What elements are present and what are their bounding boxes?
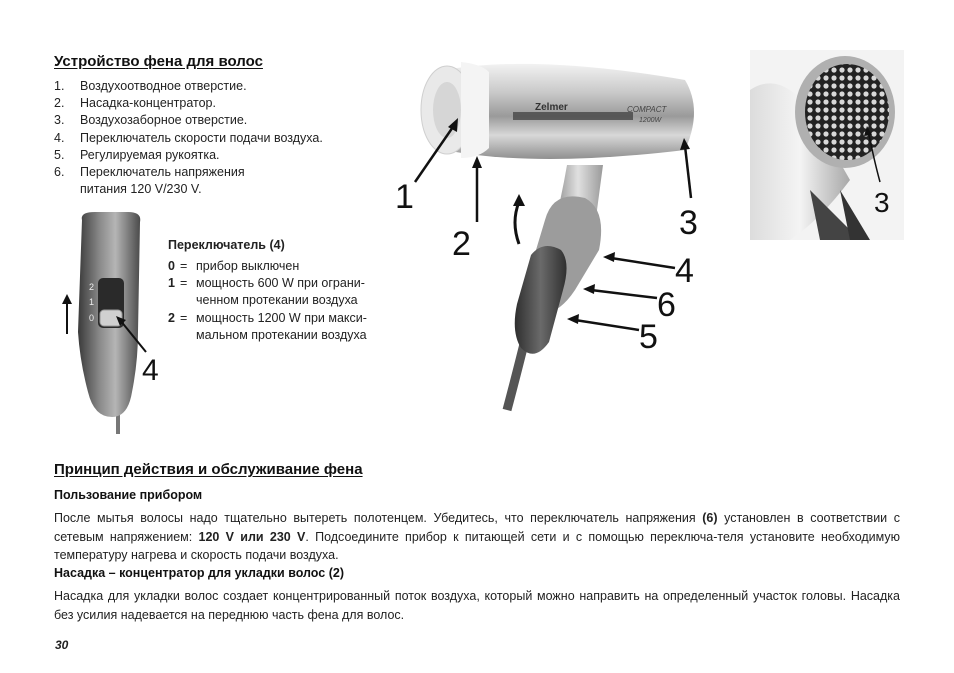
callout-number: 2 bbox=[452, 225, 471, 263]
list-item: 1. Воздухоотводное отверстие. bbox=[54, 79, 247, 93]
callout-number: 4 bbox=[675, 252, 694, 290]
svg-text:Zelmer: Zelmer bbox=[535, 102, 568, 113]
list-item: питания 120 V/230 V. bbox=[80, 182, 202, 197]
switch-mark: 0 bbox=[89, 313, 95, 323]
list-item: мальном протекании воздуха bbox=[196, 327, 367, 342]
callout-number: 4 bbox=[142, 354, 159, 387]
list-item: 0 = прибор выключен bbox=[168, 259, 300, 273]
list-item: ченном протекании воздуха bbox=[196, 293, 358, 308]
switch-mark: 2 bbox=[89, 282, 95, 292]
list-item: 5. Регулируемая рукоятка. bbox=[54, 147, 220, 162]
switch-mark: 1 bbox=[89, 297, 95, 307]
usage-paragraph: После мытья волосы надо тщательно вытереть полотенцем. Убедитесь, что переключатель напряжения (6) установлен в соответствии с сетевым напряжением: 120 V или 230 V. Подсоедините прибор к питающей сети и с помощью переключа-теля установите необходимую температуру нагрева и скорость подачи воздуха. bbox=[54, 511, 901, 562]
parts-list bbox=[54, 78, 323, 198]
section-title-device: Устройство фена для волос bbox=[54, 53, 263, 70]
switch-legend bbox=[168, 258, 414, 344]
subsection-title-usage: Пользование прибором bbox=[54, 488, 203, 502]
list-item: 2. Насадка-концентратор. bbox=[54, 96, 216, 111]
callout-number: 6 bbox=[657, 286, 676, 324]
page-number: 30 bbox=[55, 638, 69, 652]
callout-number: 3 bbox=[679, 204, 698, 242]
handle-switch-illustration bbox=[50, 212, 180, 434]
switch-title: Переключатель (4) bbox=[168, 238, 285, 252]
concentrator-paragraph: Насадка для укладки волос создает концентрированный поток воздуха, который можно направить на определенный участок головы. Насадка без усилия надевается на переднюю часть фена для волос. bbox=[54, 589, 900, 622]
callout-number: 3 bbox=[874, 187, 890, 218]
callout-number: 1 bbox=[395, 178, 414, 216]
hair-dryer-illustration bbox=[385, 50, 730, 420]
subsection-title-concentrator: Насадка – концентратор для укладки волос (2) bbox=[54, 566, 344, 580]
list-item: 6. Переключатель напряжения bbox=[54, 165, 245, 180]
air-intake-detail bbox=[750, 50, 904, 240]
rotate-arrow-icon bbox=[515, 202, 519, 244]
svg-text:COMPACT: COMPACT bbox=[627, 105, 667, 114]
list-item: 3. Воздухозаборное отверстие. bbox=[54, 113, 248, 128]
list-item: 1 = мощность 600 W при ограни- bbox=[168, 276, 365, 291]
list-item: 4. Переключатель скорости подачи воздуха. bbox=[54, 130, 323, 145]
list-item: 2 = мощность 1200 W при макси- bbox=[168, 310, 367, 325]
section-title-operation: Принцип действия и обслуживание фена bbox=[54, 461, 363, 478]
callout-number: 5 bbox=[639, 318, 658, 356]
svg-text:1200W: 1200W bbox=[639, 117, 662, 124]
